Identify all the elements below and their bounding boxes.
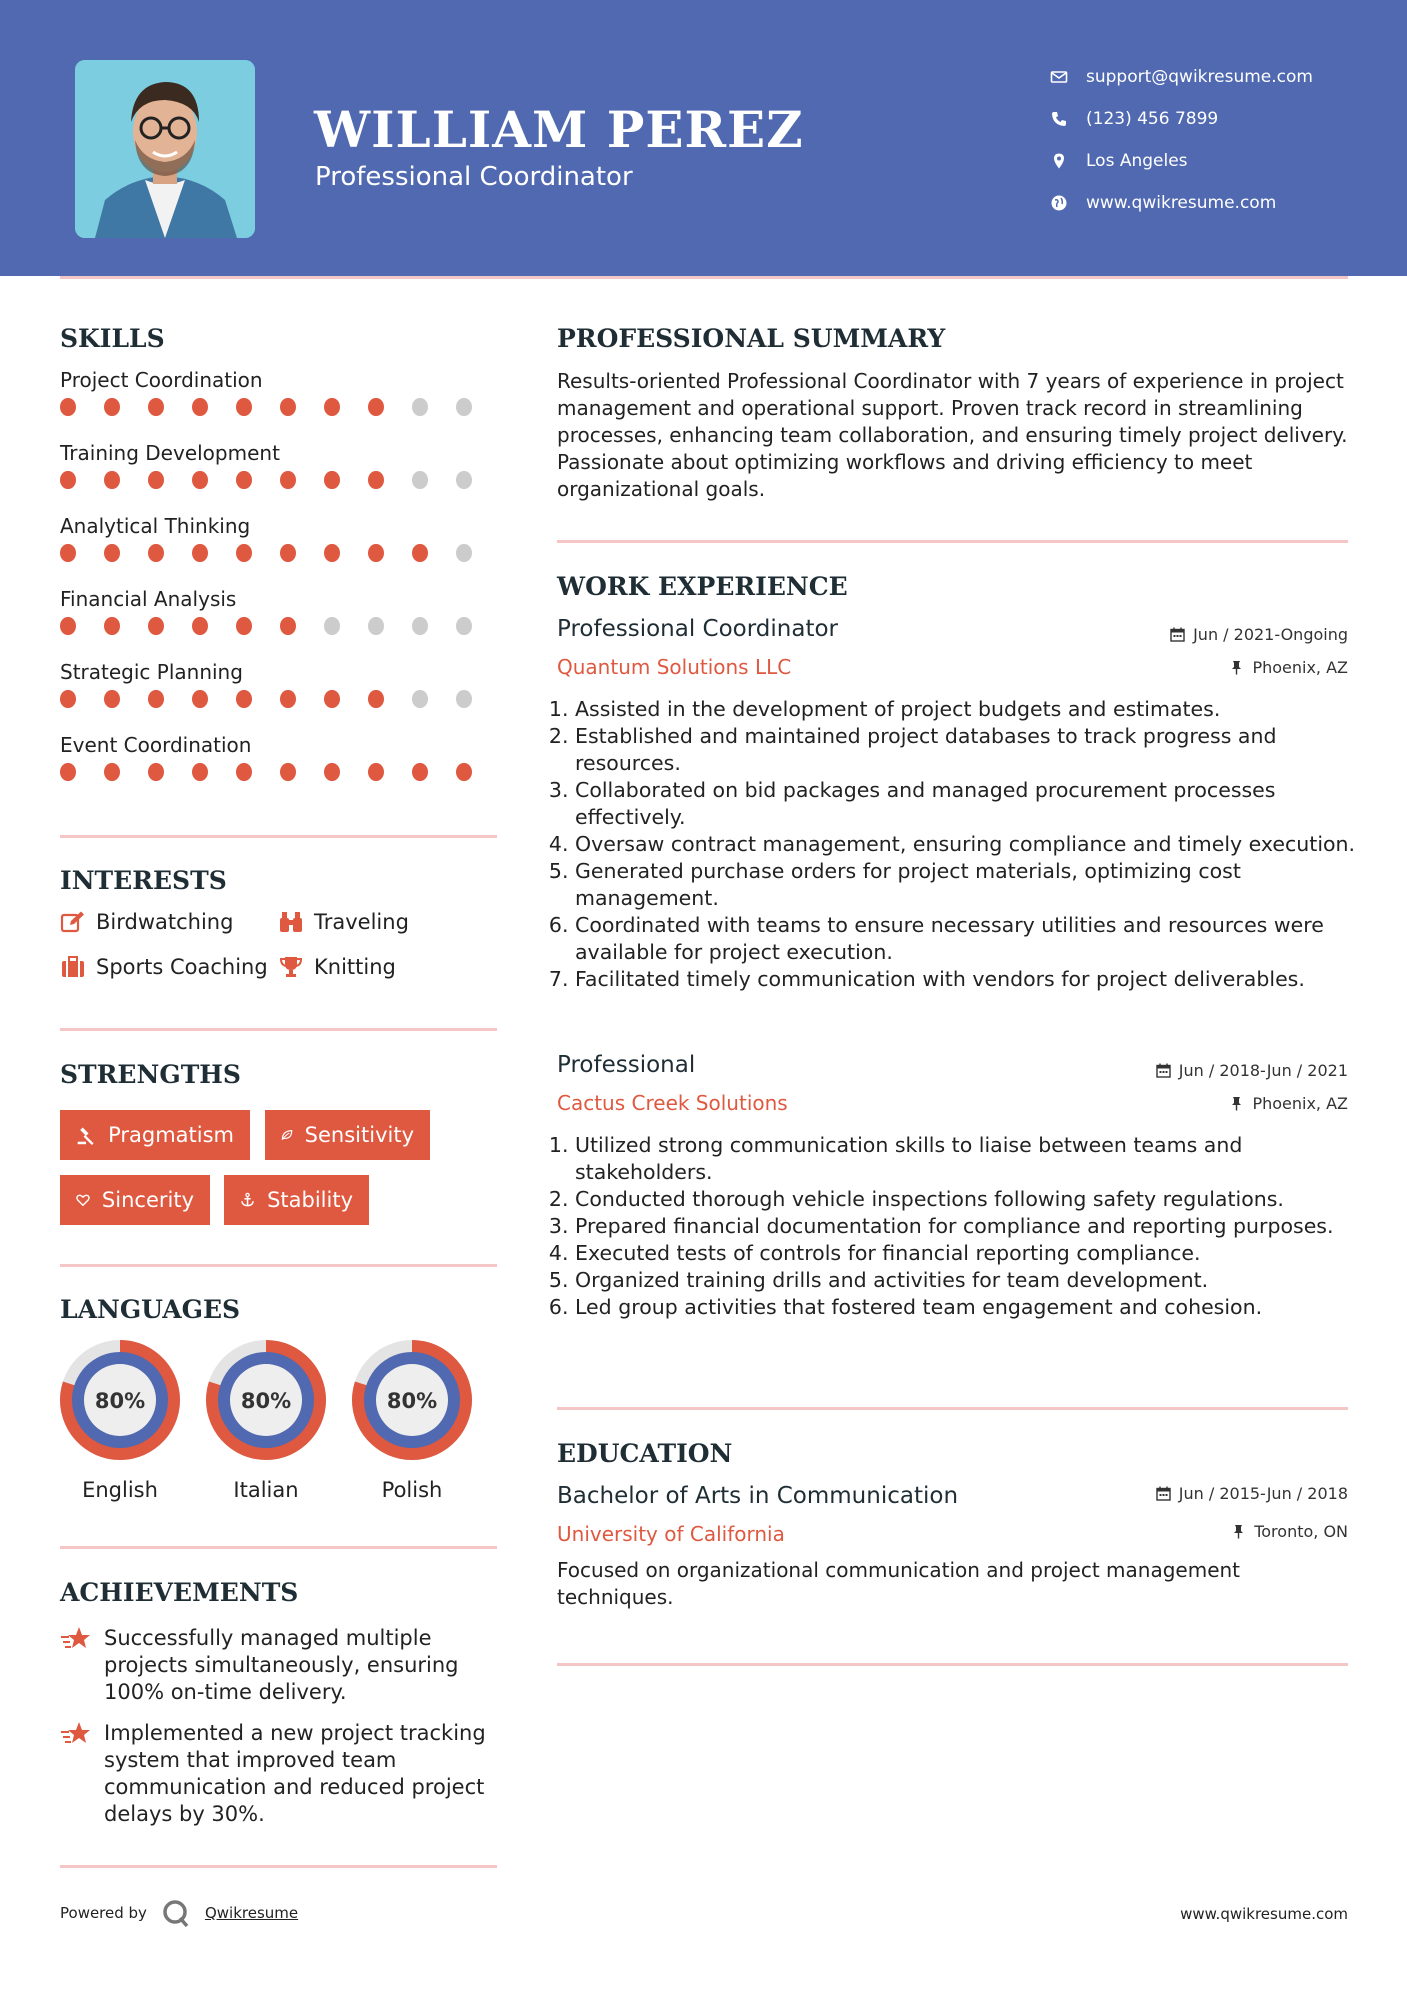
skill-dot-filled — [192, 690, 208, 708]
achievement-text: Successfully managed multiple projects simultaneously, ensuring 100% on-time delivery. — [104, 1626, 459, 1704]
contact-email[interactable] — [1050, 56, 1313, 98]
skill-dot-filled — [192, 763, 208, 781]
interests-heading: INTERESTS — [60, 866, 227, 895]
contact-list — [1050, 56, 1313, 224]
strength-label: Sincerity — [101, 1188, 194, 1212]
skill-item — [60, 660, 500, 708]
skill-dot-filled — [60, 690, 76, 708]
job-responsibilities — [557, 696, 1375, 993]
star-badge-icon — [60, 1720, 92, 1748]
experience-heading: WORK EXPERIENCE — [557, 572, 848, 601]
skill-dot-empty — [324, 617, 340, 635]
education-location-text: Toronto, ON — [1254, 1522, 1348, 1541]
interest-item — [278, 910, 409, 934]
strength-tag — [60, 1110, 250, 1160]
skill-item — [60, 733, 500, 781]
skill-dot-filled — [104, 617, 120, 635]
skill-item — [60, 587, 500, 635]
pencil-edit-icon — [60, 910, 86, 934]
skill-dot-filled — [280, 617, 296, 635]
interests-divider — [60, 1028, 497, 1031]
contact-location-text: Los Angeles — [1086, 151, 1188, 171]
candidate-title: Professional Coordinator — [315, 162, 633, 192]
strengths-heading: STRENGTHS — [60, 1060, 241, 1089]
responsibility-item: 6. Led group activities that fostered team engagement and cohesion. — [575, 1294, 1375, 1321]
skill-rating — [60, 617, 500, 635]
skill-item — [60, 441, 500, 489]
skill-dot-filled — [104, 471, 120, 489]
skill-dot-filled — [280, 690, 296, 708]
skill-dot-filled — [368, 544, 384, 562]
skill-dot-filled — [324, 690, 340, 708]
skill-dot-filled — [60, 544, 76, 562]
skill-dot-filled — [148, 690, 164, 708]
job-location-text: Phoenix, AZ — [1252, 658, 1348, 677]
skill-dot-filled — [280, 763, 296, 781]
skill-dot-filled — [192, 471, 208, 489]
skill-dot-filled — [148, 471, 164, 489]
skill-rating — [60, 690, 500, 708]
language-item — [204, 1338, 328, 1502]
responsibility-item: 7. Facilitated timely communication with vendors for project deliverables. — [575, 966, 1375, 993]
responsibility-item: 3. Prepared financial documentation for compliance and reporting purposes. — [575, 1213, 1375, 1240]
education-school: University of California — [557, 1522, 785, 1546]
contact-email-text: support@qwikresume.com — [1086, 67, 1313, 87]
interest-item — [278, 955, 396, 979]
education-location — [1231, 1522, 1348, 1541]
responsibility-item: 5. Generated purchase orders for project materials, optimizing cost management. — [575, 858, 1375, 912]
qwikresume-logo-icon — [161, 1898, 191, 1928]
job-dates-text: Jun / 2021-Ongoing — [1193, 625, 1348, 644]
skill-dot-filled — [148, 617, 164, 635]
language-name: Italian — [233, 1478, 299, 1502]
skill-rating — [60, 398, 500, 416]
pushpin-icon — [1231, 1524, 1246, 1539]
skill-item — [60, 368, 500, 416]
skill-dot-filled — [104, 544, 120, 562]
language-item — [58, 1338, 182, 1502]
pushpin-icon — [1229, 1096, 1244, 1111]
skill-dot-filled — [236, 617, 252, 635]
language-percent-label: 80% — [94, 1389, 146, 1413]
language-level-ring — [58, 1338, 182, 1462]
skill-dot-filled — [412, 763, 428, 781]
skill-dot-filled — [104, 398, 120, 416]
job-role: Professional Coordinator — [557, 616, 838, 642]
heart-icon — [76, 1188, 90, 1212]
job-location — [1229, 1094, 1348, 1113]
interest-label: Traveling — [314, 910, 409, 934]
language-level-ring — [350, 1338, 474, 1462]
responsibility-item: 6. Coordinated with teams to ensure necessary utilities and resources were available for project execution. — [575, 912, 1375, 966]
pushpin-icon — [1229, 660, 1244, 675]
contact-website[interactable] — [1050, 182, 1313, 224]
qwikresume-link[interactable]: Qwikresume — [204, 1904, 299, 1922]
summary-text: Results-oriented Professional Coordinator with 7 years of experience in project management and operational support. Proven track record in streamlining processes, enhancing team collaboration, and ensuring timely project delivery. Passionate about optimizing workflows and driving efficiency to meet organizational goals. — [557, 369, 1348, 501]
skill-name: Project Coordination — [60, 368, 263, 392]
skill-dot-filled — [324, 471, 340, 489]
interest-label: Knitting — [314, 955, 396, 979]
skill-name: Event Coordination — [60, 733, 252, 757]
skill-dot-empty — [456, 544, 472, 562]
language-percent-label: 80% — [240, 1389, 292, 1413]
education-dates — [1156, 1484, 1348, 1503]
skill-name: Financial Analysis — [60, 587, 237, 611]
skill-dot-empty — [412, 617, 428, 635]
education-heading: EDUCATION — [557, 1439, 733, 1468]
resume-header — [0, 0, 1407, 276]
job-company: Cactus Creek Solutions — [557, 1091, 788, 1115]
skill-dot-empty — [456, 617, 472, 635]
calendar-icon — [1156, 1063, 1171, 1078]
calendar-icon — [1170, 627, 1185, 642]
skill-dot-empty — [412, 398, 428, 416]
language-percent-label: 80% — [386, 1389, 438, 1413]
skill-dot-filled — [60, 398, 76, 416]
skill-dot-filled — [148, 398, 164, 416]
job-responsibilities — [557, 1132, 1375, 1321]
achievement-item — [60, 1720, 500, 1828]
strength-label: Stability — [267, 1188, 353, 1212]
trophy-icon — [278, 955, 304, 979]
skill-dot-filled — [324, 398, 340, 416]
skill-item — [60, 514, 500, 562]
leaf-icon — [281, 1123, 293, 1147]
skill-dot-filled — [324, 763, 340, 781]
binoculars-icon — [278, 910, 304, 934]
star-badge-icon — [60, 1625, 92, 1653]
skill-dot-filled — [192, 617, 208, 635]
strengths-divider — [60, 1264, 497, 1267]
footer-powered-by — [60, 1898, 298, 1928]
skill-dot-filled — [456, 763, 472, 781]
experience-divider — [557, 1407, 1348, 1410]
interest-item — [60, 955, 268, 979]
skill-dot-filled — [236, 471, 252, 489]
job-location — [1229, 658, 1348, 677]
skill-dot-filled — [280, 398, 296, 416]
skill-dot-filled — [412, 544, 428, 562]
skill-dot-empty — [368, 617, 384, 635]
candidate-name: WILLIAM PEREZ — [314, 100, 804, 159]
powered-by-text: Powered by — [60, 1904, 147, 1922]
skill-name: Training Development — [60, 441, 280, 465]
strength-label: Pragmatism — [108, 1123, 234, 1147]
summary-divider — [557, 540, 1348, 543]
responsibility-item: 4. Executed tests of controls for financial reporting compliance. — [575, 1240, 1375, 1267]
skill-name: Strategic Planning — [60, 660, 243, 684]
skill-dot-filled — [368, 471, 384, 489]
interest-label: Sports Coaching — [96, 955, 268, 979]
skill-dot-empty — [412, 471, 428, 489]
location-pin-icon — [1050, 152, 1086, 170]
skill-dot-empty — [456, 690, 472, 708]
responsibility-item: 3. Collaborated on bid packages and managed procurement processes effectively. — [575, 777, 1375, 831]
achievement-text: Implemented a new project tracking system that improved team communication and reduced project delays by 30%. — [104, 1721, 486, 1826]
language-item — [350, 1338, 474, 1502]
responsibility-item: 4. Oversaw contract management, ensuring compliance and timely execution. — [575, 831, 1375, 858]
contact-phone-text: (123) 456 7899 — [1086, 109, 1219, 129]
job-role: Professional — [557, 1052, 696, 1078]
strength-label: Sensitivity — [304, 1123, 414, 1147]
header-divider — [60, 276, 1348, 279]
skill-name: Analytical Thinking — [60, 514, 251, 538]
anchor-icon — [240, 1188, 255, 1212]
skill-dot-filled — [280, 471, 296, 489]
globe-icon — [1050, 194, 1086, 212]
skill-dot-filled — [236, 690, 252, 708]
footer-website[interactable]: www.qwikresume.com — [1180, 1905, 1348, 1923]
skill-rating — [60, 544, 500, 562]
responsibility-item: 1. Utilized strong communication skills to liaise between teams and stakeholders. — [575, 1132, 1375, 1186]
skill-dot-filled — [148, 763, 164, 781]
education-description: Focused on organizational communication and project management techniques. — [557, 1558, 1241, 1609]
calendar-icon — [1156, 1486, 1171, 1501]
summary-heading: PROFESSIONAL SUMMARY — [557, 324, 946, 353]
skill-dot-empty — [456, 398, 472, 416]
strength-tag — [265, 1110, 430, 1160]
skill-dot-filled — [236, 398, 252, 416]
skill-dot-filled — [60, 617, 76, 635]
skill-dot-filled — [368, 398, 384, 416]
strength-tag — [60, 1175, 210, 1225]
envelope-icon — [1050, 68, 1086, 86]
language-name: English — [82, 1478, 158, 1502]
contact-phone[interactable] — [1050, 98, 1313, 140]
interest-label: Birdwatching — [96, 910, 234, 934]
skill-dot-empty — [412, 690, 428, 708]
skill-dot-filled — [368, 763, 384, 781]
education-dates-text: Jun / 2015-Jun / 2018 — [1178, 1484, 1348, 1503]
interest-item — [60, 910, 233, 934]
skill-dot-filled — [192, 544, 208, 562]
skill-dot-filled — [192, 398, 208, 416]
education-degree: Bachelor of Arts in Communication — [557, 1483, 959, 1509]
skills-heading: SKILLS — [60, 324, 165, 353]
skill-dot-filled — [60, 471, 76, 489]
language-name: Polish — [381, 1478, 443, 1502]
languages-divider — [60, 1546, 497, 1549]
skill-dot-filled — [148, 544, 164, 562]
responsibility-item: 2. Established and maintained project databases to track progress and resources. — [575, 723, 1375, 777]
skill-rating — [60, 471, 500, 489]
briefcase-icon — [60, 955, 86, 979]
responsibility-item: 2. Conducted thorough vehicle inspections following safety regulations. — [575, 1186, 1375, 1213]
strength-tag — [224, 1175, 369, 1225]
responsibility-item: 1. Assisted in the development of project budgets and estimates. — [575, 696, 1375, 723]
education-divider — [557, 1663, 1348, 1666]
achievements-heading: ACHIEVEMENTS — [60, 1578, 299, 1607]
achievements-divider — [60, 1865, 497, 1868]
phone-icon — [1050, 110, 1086, 128]
contact-location — [1050, 140, 1313, 182]
skill-dot-filled — [60, 763, 76, 781]
profile-photo — [75, 60, 255, 238]
skill-rating — [60, 763, 500, 781]
languages-heading: LANGUAGES — [60, 1295, 241, 1324]
skill-dot-filled — [368, 690, 384, 708]
job-dates-text: Jun / 2018-Jun / 2021 — [1178, 1061, 1348, 1080]
contact-website-text: www.qwikresume.com — [1086, 193, 1277, 213]
job-dates — [1170, 625, 1348, 644]
skill-dot-filled — [236, 544, 252, 562]
job-company: Quantum Solutions LLC — [557, 655, 792, 679]
job-location-text: Phoenix, AZ — [1252, 1094, 1348, 1113]
skill-dot-filled — [104, 763, 120, 781]
job-dates — [1156, 1061, 1348, 1080]
achievement-item — [60, 1625, 500, 1706]
language-level-ring — [204, 1338, 328, 1462]
skills-divider — [60, 835, 497, 838]
skill-dot-filled — [280, 544, 296, 562]
responsibility-item: 5. Organized training drills and activities for team development. — [575, 1267, 1375, 1294]
skill-dot-filled — [236, 763, 252, 781]
gavel-icon — [76, 1123, 96, 1147]
skill-dot-filled — [324, 544, 340, 562]
skill-dot-filled — [104, 690, 120, 708]
skill-dot-empty — [456, 471, 472, 489]
